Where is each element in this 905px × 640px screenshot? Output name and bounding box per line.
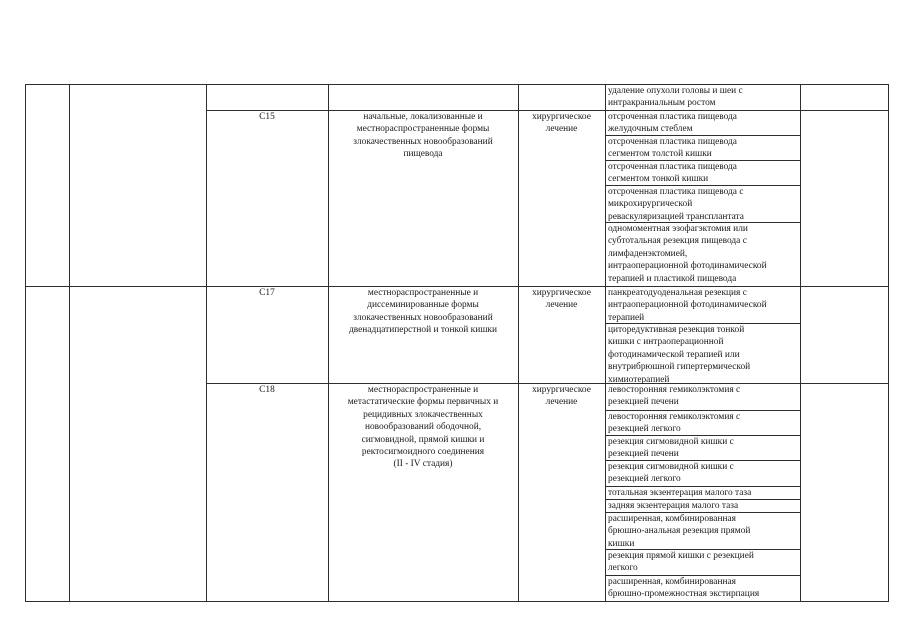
treatment-method-line: терапией [608,312,645,323]
diagnosis-description [328,287,518,337]
diagnosis-description-line: злокачественных новообразований [353,312,493,323]
treatment-method [608,411,799,436]
treatment-method-line: интраоперационной фотодинамической [608,300,767,311]
diagnosis-description [328,111,518,161]
treatment-method-line: внутрибрюшной гипертермической [608,362,751,373]
diagnosis-description-line: местнораспространенные и [367,288,479,298]
treatment-type-line: хирургическое [532,112,591,122]
diagnosis-description [328,384,518,471]
treatment-method [608,576,799,601]
diagnosis-description-line: метастатические формы первичных и [347,397,499,408]
column-border [605,84,606,601]
treatment-method [608,461,799,486]
treatment-method-line: резекцией легкого [608,424,681,435]
treatment-type-line: хирургическое [532,385,591,395]
icd-code: C18 [259,385,275,395]
treatment-type-line: лечение [545,300,578,311]
treatment-method-line: кишки [608,538,635,549]
treatment-type-line: лечение [545,124,578,135]
treatment-method [608,136,799,161]
diagnosis-description-line: ректосигмоидного соединения [361,447,485,458]
treatment-method-line: тотальная экзентерация малого таза [608,488,752,498]
treatment-type [518,384,605,409]
treatment-method-line: резекция сигмовидной кишки с [608,462,734,472]
treatment-method [608,161,799,186]
treatment-method-line: сегментом тонкой кишки [608,174,709,185]
treatment-type [518,287,605,312]
treatment-method [608,223,799,285]
diagnosis-description-line: рецидивных злокачественных [363,409,483,420]
treatment-method-line: химиотерапией [608,374,670,385]
treatment-method-line: лимфаденэктомией, [608,248,688,259]
treatment-method-line: одномоментная эзофагэктомия или [608,224,748,234]
treatment-method-line: желудочным стеблем [608,124,693,135]
treatment-method-line: резекцией печени [608,397,679,408]
diagnosis-description-line: двенадцатиперстной и тонкой кишки [348,325,498,336]
diagnosis-description-line: диссеминированные формы [367,300,479,311]
treatment-method [608,436,799,461]
treatment-method-line: отсроченная пластика пищевода [608,112,737,122]
treatment-method-line: резекция прямой кишки с резекцией [608,551,754,561]
diagnosis-description-line: местнораспространенные формы [356,124,490,135]
treatment-method-line: субтотальная резекция пищевода с [608,236,747,247]
diagnosis-description-line: злокачественных новообразований [353,136,493,147]
treatment-method-line: левосторонняя гемиколэктомия с [608,412,741,422]
column-border [518,84,519,601]
treatment-method-line: терапией и пластикой пищевода [608,273,737,284]
treatment-method-line: отсроченная пластика пищевода с [608,187,744,197]
treatment-method [608,111,799,136]
treatment-method-line: удаление опухоли головы и шеи с [608,86,743,96]
diagnosis-description-line: новообразований ободочной, [364,422,482,433]
column-border [800,84,801,601]
treatment-method-line: резекцией печени [608,449,679,460]
treatment-method [608,186,799,223]
treatment-method [608,500,799,512]
treatment-method-line: циторедуктивная резекция тонкой [608,325,745,335]
column-border [206,84,207,601]
treatment-method [608,487,799,499]
treatment-method [608,384,799,409]
treatment-method [608,85,799,110]
treatment-method-line: задняя экзентерация малого таза [608,501,739,511]
icd-code: C17 [259,288,275,298]
treatment-method-line: интракраниальным ростом [608,98,716,109]
diagnosis-description-line: (II - IV стадия) [393,459,453,470]
treatment-method-line: резекция сигмовидной кишки с [608,437,734,447]
treatment-method [608,513,799,550]
treatment-method-line: кишки с интраоперационной [608,337,724,348]
treatment-method-line: расширенная, комбинированная [608,577,736,587]
column-border [25,84,26,601]
treatment-method-line: микрохирургической [608,199,693,210]
column-border [888,84,889,601]
treatment-method-line: отсроченная пластика пищевода [608,162,737,172]
diagnosis-description-line: местнораспространенные и [367,385,479,395]
diagnosis-description-line: начальные, локализованные и [363,112,483,122]
column-border [328,84,329,601]
treatment-type [518,111,605,136]
diagnosis-description-line: сигмовидной, прямой кишки и [361,434,485,445]
table-border-bottom [25,601,889,602]
treatment-method-line: интраоперационной фотодинамической [608,261,767,272]
treatment-method [608,287,799,324]
diagnosis-description-line: пищевода [403,149,443,160]
treatment-method-line: левосторонняя гемиколэктомия с [608,385,741,395]
treatment-method-line: панкреатодуоденальная резекция с [608,288,747,298]
treatment-method-line: брюшно-анальная резекция прямой [608,526,751,537]
column-border [69,84,70,601]
treatment-method-line: реваскуляризацией трансплантата [608,211,744,222]
treatment-method [608,550,799,575]
treatment-method-line: легкого [608,563,638,574]
treatment-method [608,324,799,386]
icd-code: C15 [259,112,275,122]
treatment-type-line: хирургическое [532,288,591,298]
treatment-type-line: лечение [545,397,578,408]
treatment-method-line: фотодинамической терапией или [608,349,740,360]
treatment-method-line: брюшно-промежностная экстирпация [608,589,760,600]
treatment-method-line: сегментом толстой кишки [608,149,712,160]
treatment-method-line: расширенная, комбинированная [608,514,736,524]
treatment-method-line: отсроченная пластика пищевода [608,137,737,147]
treatment-method-line: резекцией легкого [608,474,681,485]
